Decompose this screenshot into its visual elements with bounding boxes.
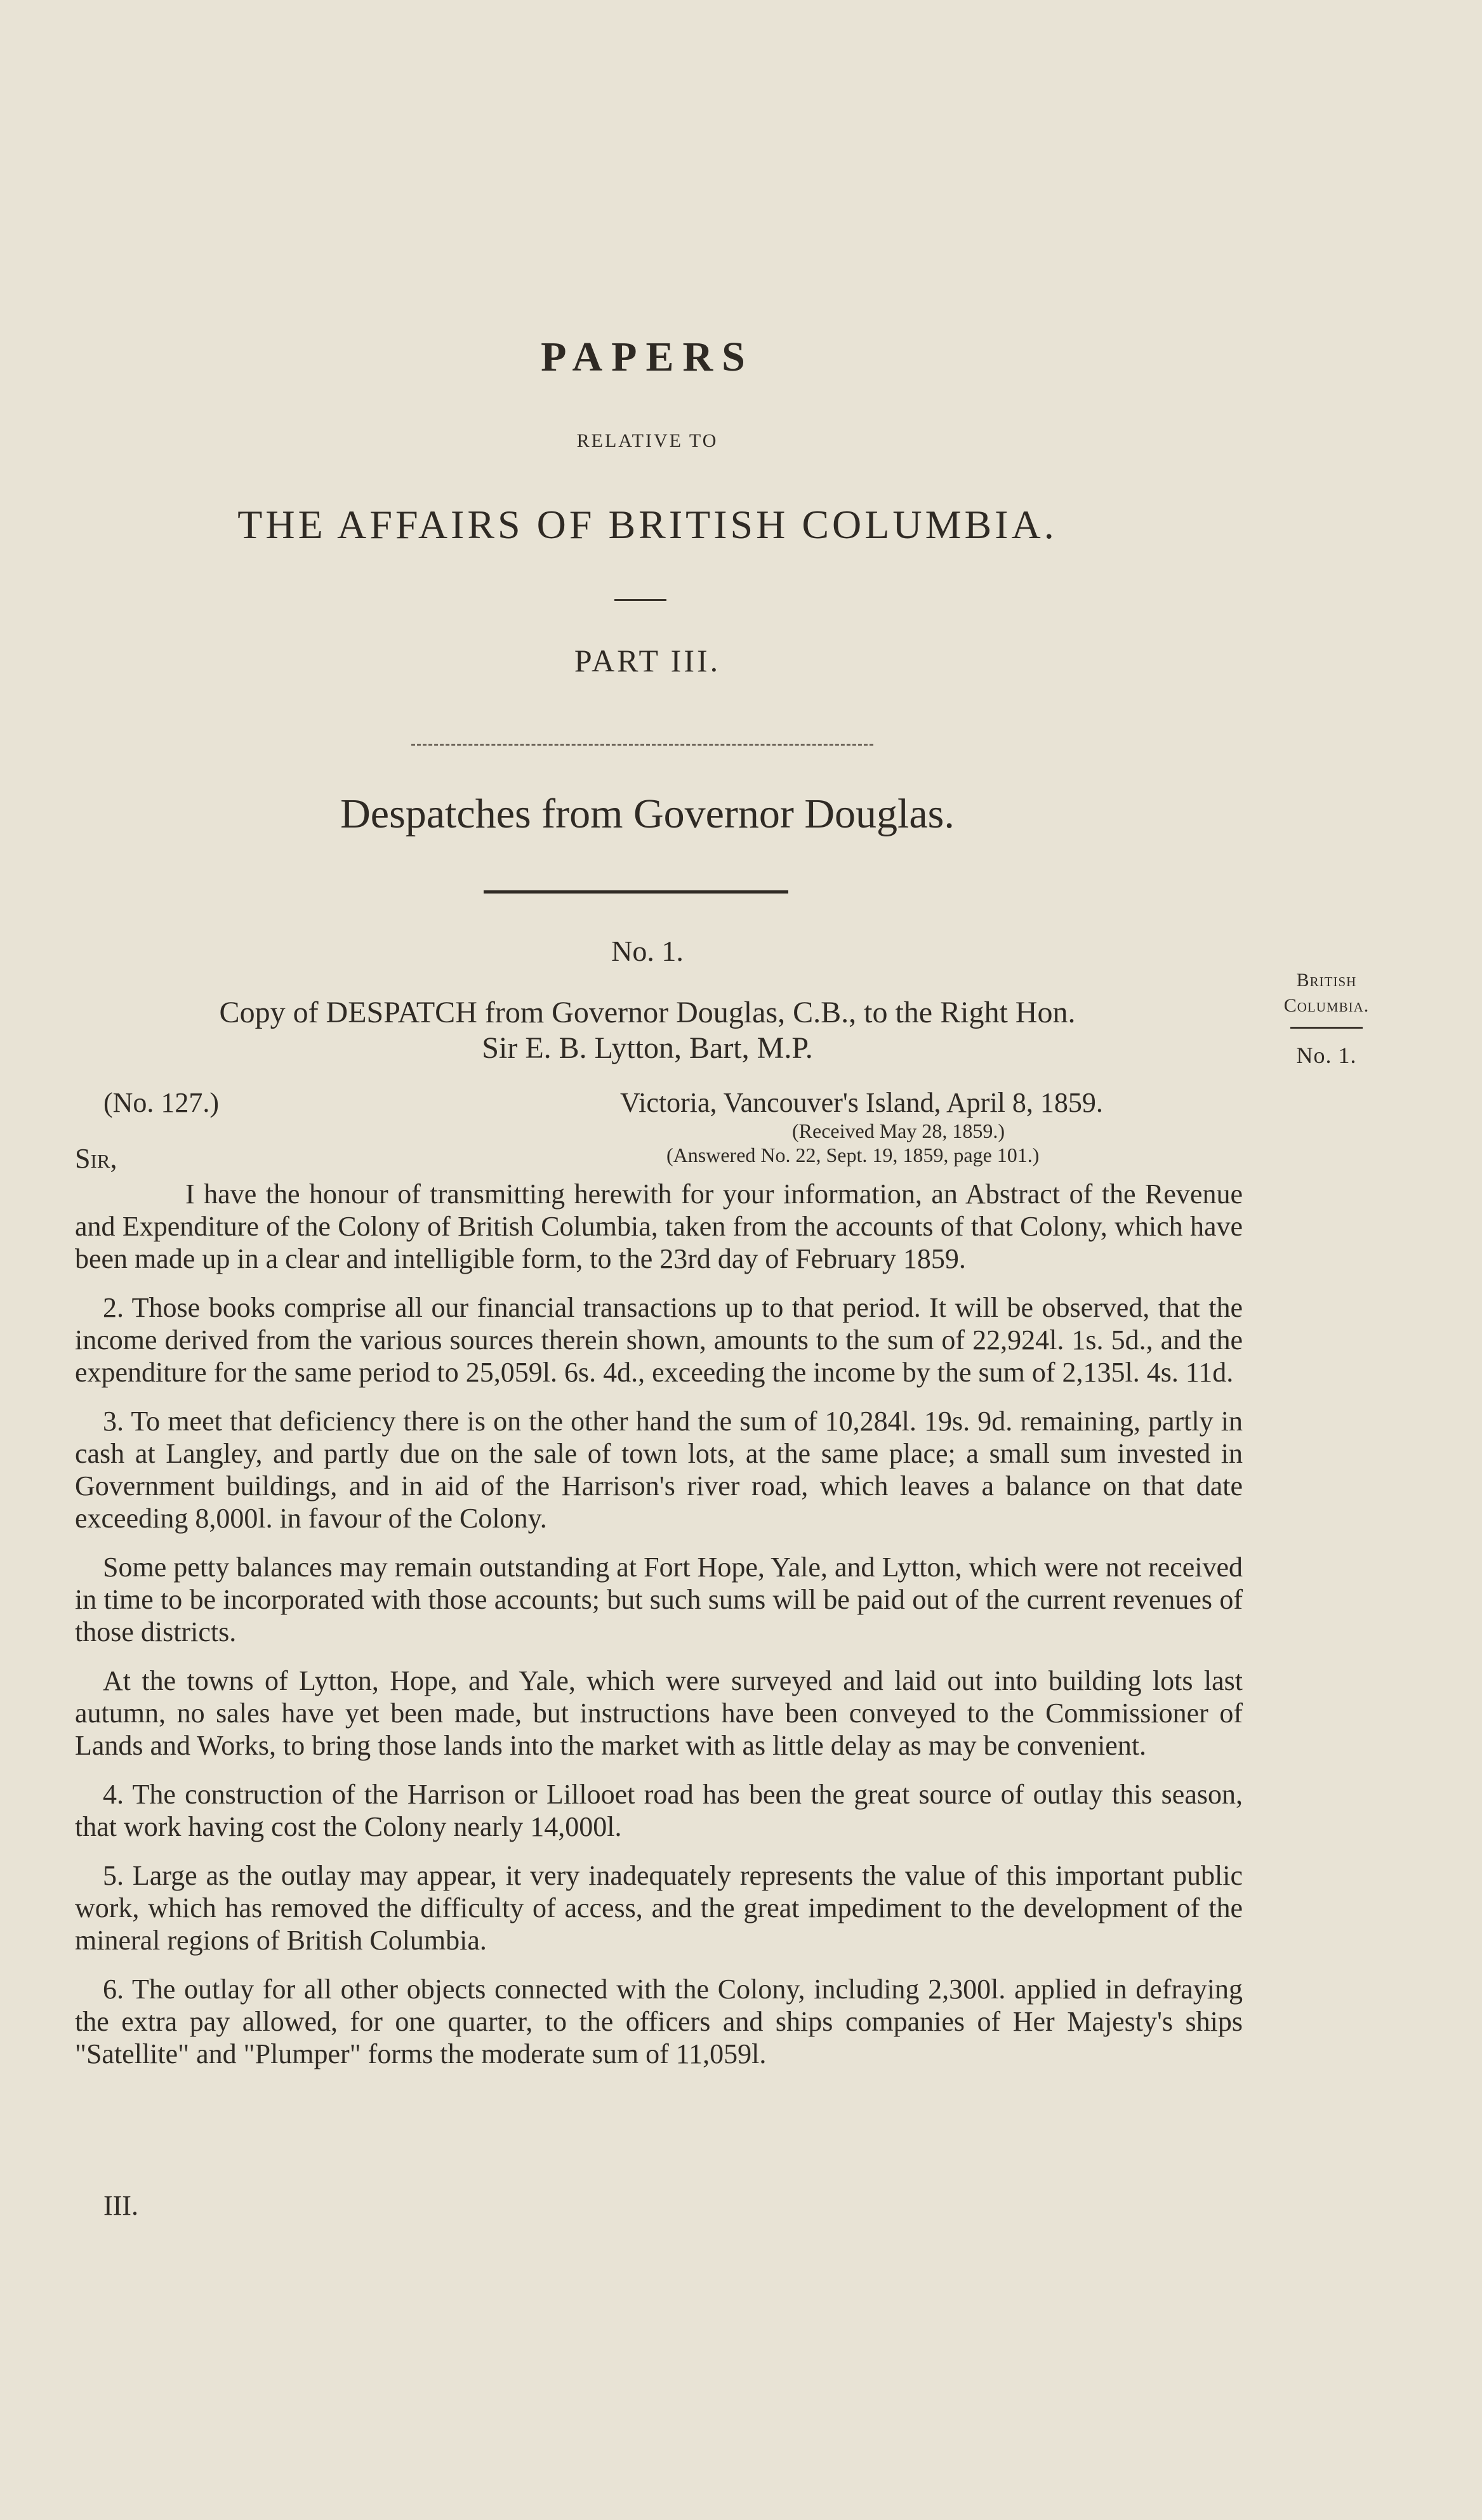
document-subject: THE AFFAIRS OF BRITISH COLUMBIA. [237,502,1057,547]
paragraph-1: I have the honour of transmitting herewith for your information, an Abstract of the Revenue and Expenditure of the Colony of British Columbia, taken from the accounts of that Colony, which have been made up in a clear and intelligible form, to the 23rd day of February 1859. [75,1178,1243,1274]
marginal-note-line-2: Columbia. [1283,995,1370,1016]
section-heading: Despatches from Governor Douglas. [340,791,955,837]
salutation: Sir, [75,1143,117,1174]
paragraph-5: At the towns of Lytton, Hope, and Yale, which were surveyed and laid out into building lots last autumn, no sales have yet been made, but instructions have been conveyed to the Commissioner of Lands and Works, to bring those lands into the market with as little delay as may be convenient. [75,1665,1243,1761]
marginal-number: No. 1. [1296,1043,1357,1068]
document-title: PAPERS [541,334,754,380]
paragraph-7: 5. Large as the outlay may appear, it very inadequately represents the value of this important public work, which has removed the difficulty of access, and the great impediment to the development of the mineral regions of British Columbia. [75,1860,1243,1956]
despatch-heading [0,995,1295,1066]
despatch-body [75,1178,1243,2087]
paragraph-2: 2. Those books comprise all our financial transactions up to that period. It will be observed, that the income derived from the various sources therein shown, amounts to the sum of 22,924l. 1s. 5d., and the expenditure for the same period to 25,059l. 6s. 4d., exceeding the income by the sum of 2,135l. 4s. 11d. [75,1292,1243,1388]
despatch-heading-line-1: Copy of DESPATCH from Governor Douglas, C.B., to the Right Hon. [219,996,1076,1029]
received-note: (Received May 28, 1859.) [792,1119,1005,1142]
divider-long [484,890,788,894]
despatch-reference: (No. 127.) [103,1087,220,1118]
despatch-heading-line-2: Sir E. B. Lytton, Bart, M.P. [482,1031,813,1065]
paragraph-6: 4. The construction of the Harrison or Lillooet road has been the great source of outlay this season, that work having cost the Colony nearly 14,000l. [75,1779,1243,1842]
signature-mark: III. [103,2190,138,2221]
paragraph-4: Some petty balances may remain outstanding at Fort Hope, Yale, and Lytton, which were not received in time to be incorporated with those accounts; but such sums will be paid out of the current revenues of those districts. [75,1552,1243,1647]
answered-note: (Answered No. 22, Sept. 19, 1859, page 101.) [666,1144,1040,1166]
part-heading: PART III. [574,643,721,678]
relative-to-label: RELATIVE TO [576,430,718,451]
marginal-note-line-1: British [1296,970,1357,991]
paragraph-8: 6. The outlay for all other objects connected with the Colony, including 2,300l. applied in defraying the extra pay allowed, for one quarter, to the officers and ships companies of Her Majesty's ships "Satellite" and "Plumper" forms the moderate sum of 11,059l. [75,1974,1243,2069]
paragraph-3: 3. To meet that deficiency there is on the other hand the sum of 10,284l. 19s. 9d. remaining, partly in cash at Langley, and partly due on the sale of town lots, at the same place; a small sum invested in Government buildings, and in aid of the Harrison's river road, which leaves a balance on that date exceeding 8,000l. in favour of the Colony. [75,1406,1243,1534]
despatch-place-date: Victoria, Vancouver's Island, April 8, 1859. [620,1087,1103,1118]
despatch-number: No. 1. [611,935,684,967]
marginal-rule [1290,1027,1363,1029]
divider-dashed [411,744,873,746]
divider [614,599,666,601]
